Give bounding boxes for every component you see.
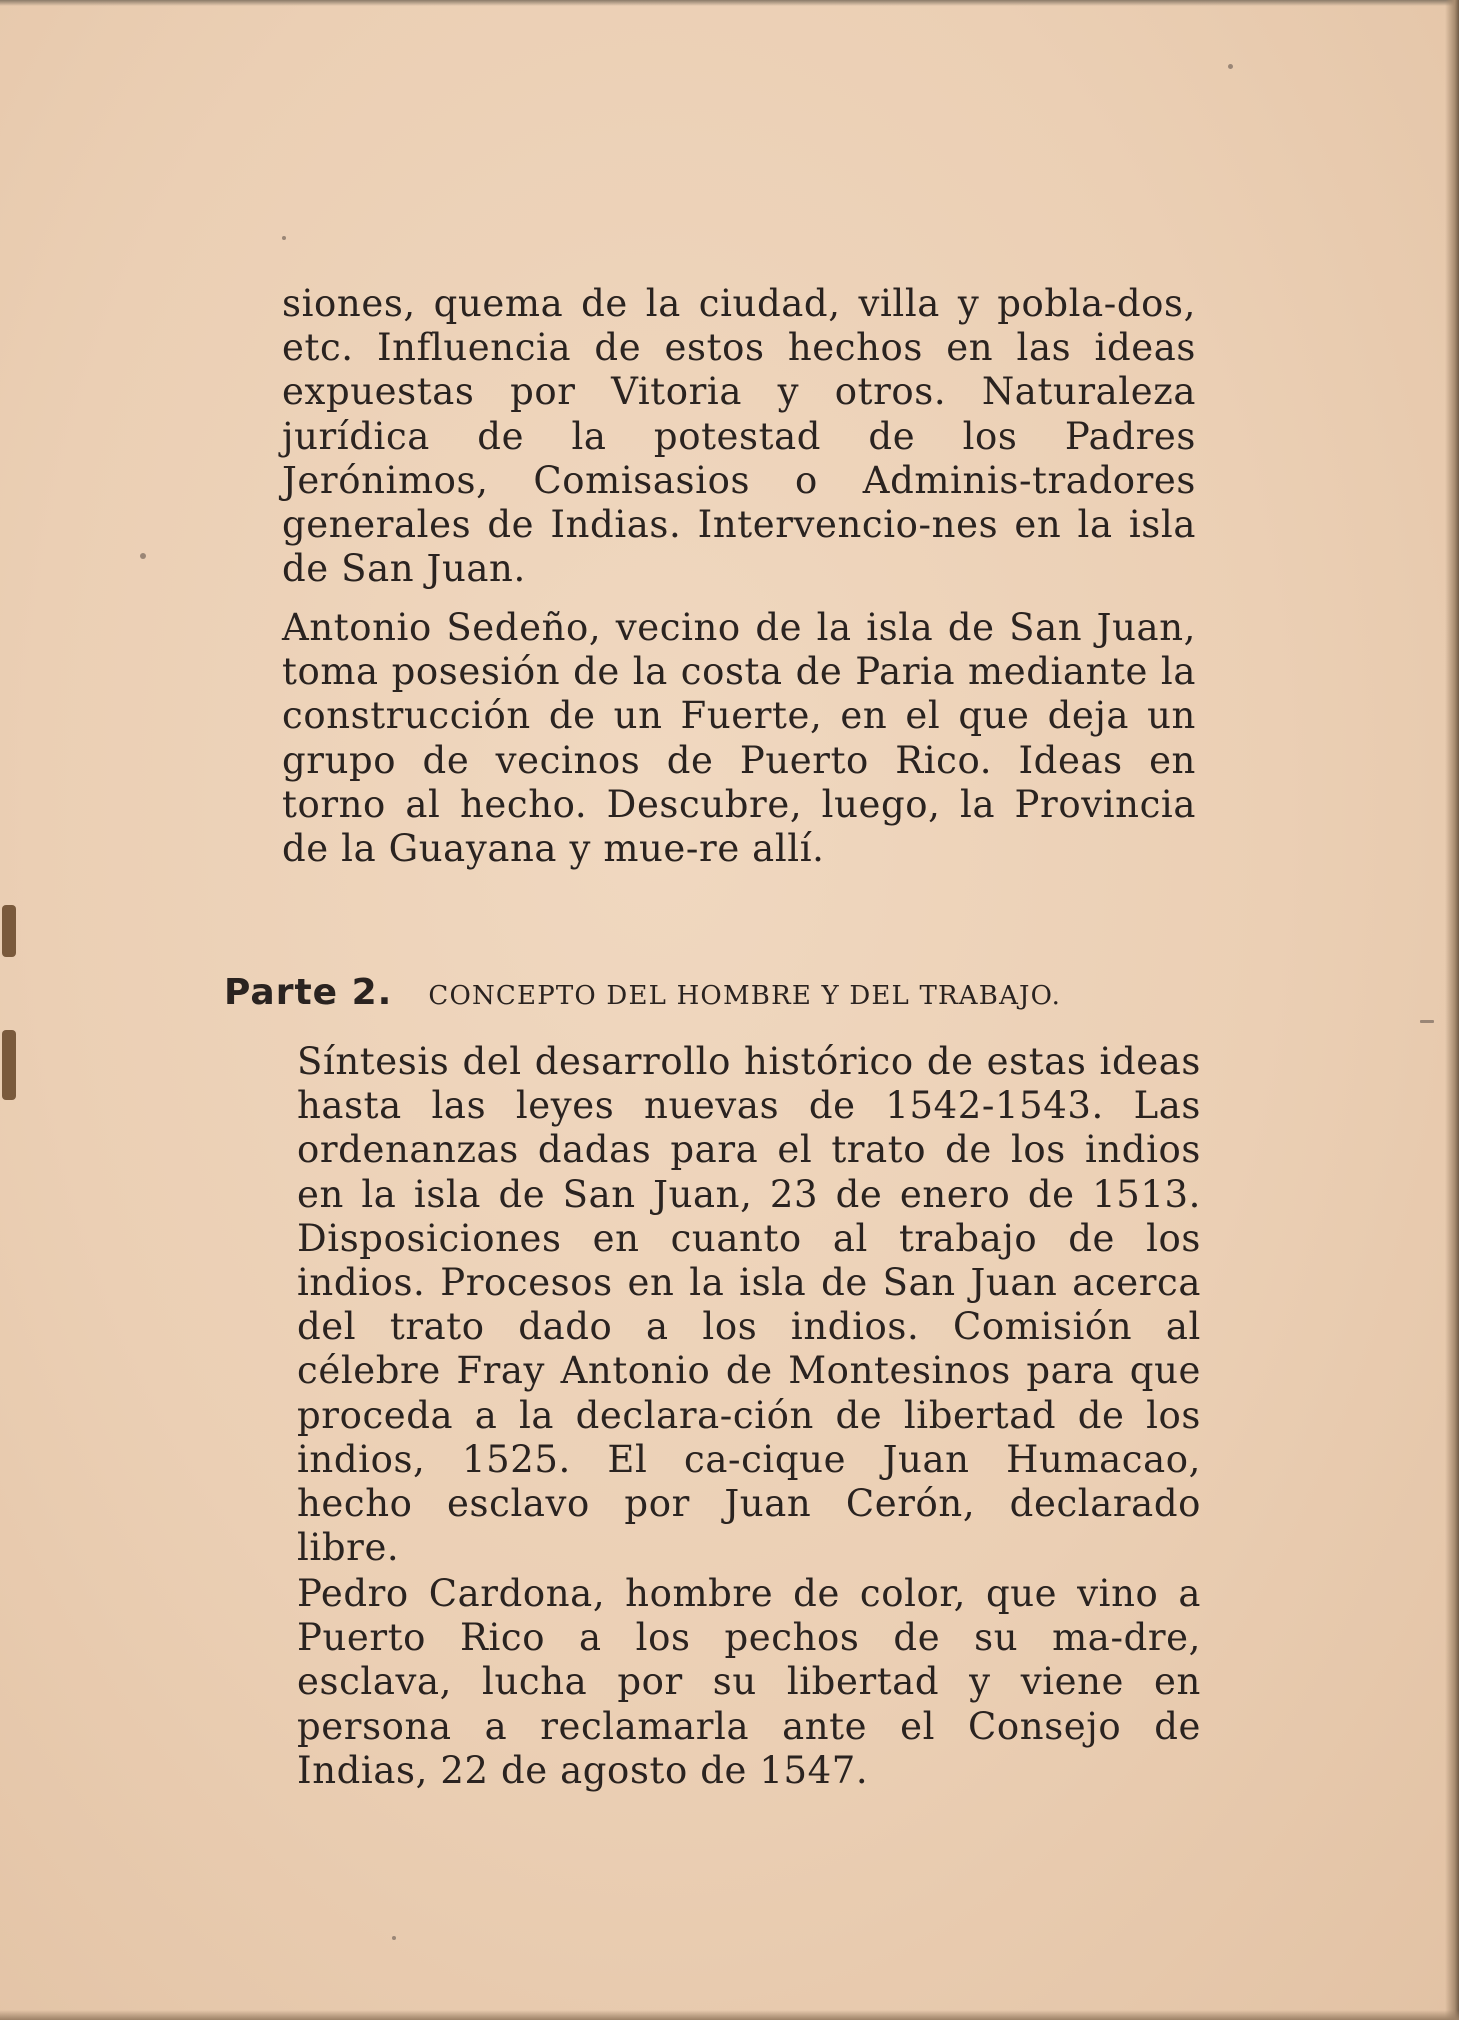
paragraph-siones: siones, quema de la ciudad, villa y pobla-dos, etc. Influencia de estos hechos en las ideas expuestas por Vitoria y otros. Naturaleza jurídica de la potestad de los Padres Jerónimos, Comisasios o Adminis-tradores generales de Indias. Intervencio-nes en la isla de San Juan. [282,282,1196,591]
text-block-cardona [297,1572,1201,1793]
paragraph-antonio-sedeno: Antonio Sedeño, vecino de la isla de San Juan, toma posesión de la costa de Paria mediante la construcción de un Fuerte, en el que deja un grupo de vecinos de Puerto Rico. Ideas en torno al hecho. Descubre, luego, la Provincia de la Guayana y mue-re allí. [282,606,1196,871]
section-heading [224,972,1204,1013]
binding-mark-upper [2,905,16,957]
paper-speck [392,1936,396,1940]
paper-speck [1228,64,1233,69]
paper-speck [140,553,146,559]
page-right-edge [1445,0,1459,2020]
section-title: CONCEPTO DEL HOMBRE Y DEL TRABAJO. [428,981,1062,1011]
paragraph-pedro-cardona: Pedro Cardona, hombre de color, que vino a Puerto Rico a los pechos de su ma-dre, esclava, lucha por su libertad y viene en persona a reclamarla ante el Consejo de Indias, 22 de agosto de 1547. [297,1572,1201,1792]
paper-speck [1420,1020,1434,1023]
text-block-sedeno [282,606,1196,871]
paper-speck [282,236,286,240]
part-label: Parte 2. [224,972,393,1013]
page-bottom-edge [0,2010,1459,2020]
paragraph-sintesis: Síntesis del desarrollo histórico de estas ideas hasta las leyes nuevas de 1542-1543. Las ordenanzas dadas para el trato de los indios en la isla de San Juan, 23 de enero de 1513. Disposiciones en cuanto al trabajo de los indios. Procesos en la isla de San Juan acerca del trato dado a los indios. Comisión al célebre Fray Antonio de Montesinos para que proceda a la declara-ción de libertad de los indios, 1525. El ca-cique Juan Humacao, hecho esclavo por Juan Cerón, declarado libre. [297,1040,1201,1570]
text-block-intro [282,282,1196,591]
page-top-edge [0,0,1459,6]
binding-mark-lower [2,1030,16,1100]
text-block-sintesis [297,1040,1201,1570]
